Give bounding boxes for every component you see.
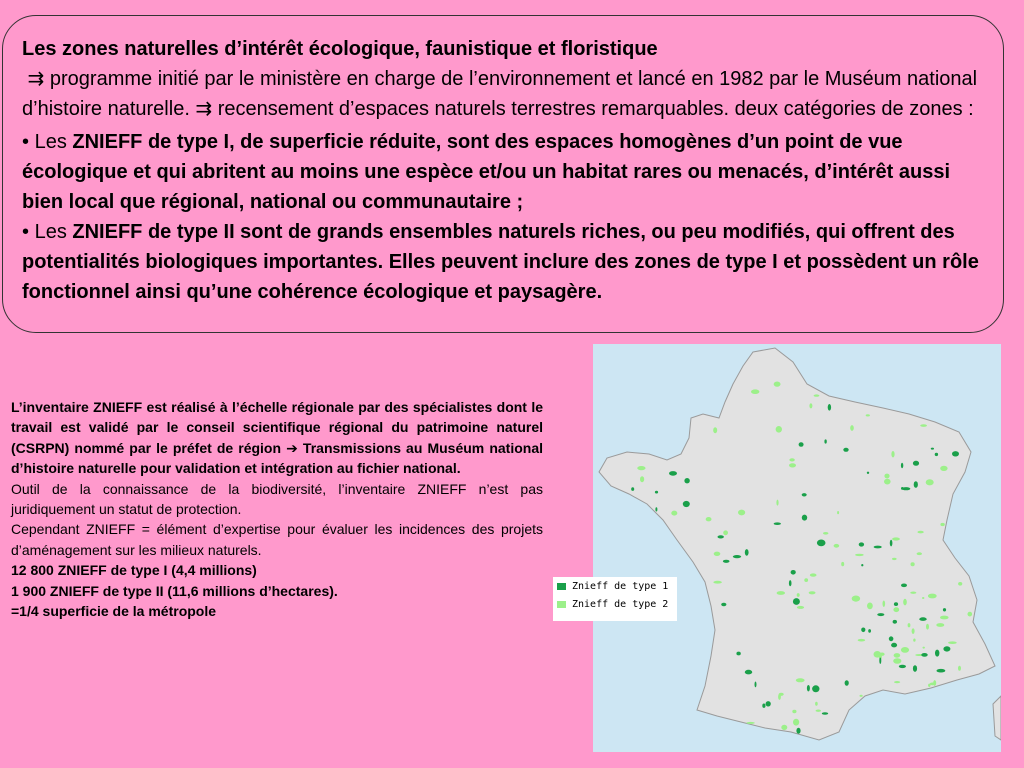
- znieff-type-2-zone: [858, 639, 865, 642]
- znieff-type-2-zone: [837, 511, 839, 514]
- bullet1-text: ZNIEFF de type I, de superficie réduite, sont des espaces homogènes d’un point de vue écologique et qui abritent au moins une espèce et/ou un habitat rares ou menacés, d’intérêt aussi bien local que régional, national ou communautaire ;: [22, 131, 950, 213]
- znieff-type-2-zone: [884, 474, 889, 479]
- znieff-type-1-zone: [736, 652, 740, 656]
- znieff-type-2-zone: [948, 641, 957, 644]
- znieff-type-1-zone: [943, 646, 950, 651]
- znieff-type-2-zone: [922, 597, 924, 599]
- bullet-znieff-type-1: [22, 127, 987, 217]
- znieff-type-1-zone: [655, 507, 657, 511]
- znieff-type-1-zone: [937, 669, 946, 673]
- znieff-type-2-zone: [809, 591, 816, 594]
- znieff-type-2-zone: [940, 523, 944, 526]
- znieff-type-1-zone: [684, 478, 689, 483]
- intro-text-1: programme initié par le ministère en charge de l’environnement et lancé en 1982 par le Muséum national d’histoire naturelle.: [22, 68, 978, 120]
- znieff-type-2-zone: [841, 562, 844, 566]
- znieff-type-2-zone: [746, 722, 755, 724]
- znieff-type-1-zone: [718, 535, 724, 538]
- znieff-type-1-zone: [845, 680, 849, 686]
- znieff-type-1-zone: [859, 542, 864, 546]
- znieff-type-2-zone: [926, 624, 929, 630]
- znieff-type-2-zone: [797, 606, 804, 609]
- inventory-text-a: L’inventaire ZNIEFF est réalisé à l’échelle régionale par des spécialistes dont le travail est validé par le conseil scientifique régional du patrimoine naturel (CSRPN) nommé par le préfet de région: [11, 399, 543, 456]
- znieff-type-2-zone: [797, 593, 800, 597]
- znieff-type-2-zone: [891, 451, 894, 457]
- znieff-type-2-zone: [804, 578, 808, 582]
- znieff-type-2-zone: [815, 702, 818, 706]
- znieff-type-2-zone: [894, 681, 900, 683]
- znieff-type-2-zone: [852, 596, 860, 602]
- znieff-zones-layer: [593, 344, 1001, 752]
- stat-surface: =1/4 superficie de la métropole: [11, 603, 217, 620]
- znieff-type-2-zone: [940, 616, 949, 620]
- znieff-type-1-zone: [745, 670, 752, 675]
- znieff-type-2-zone: [908, 623, 911, 627]
- inventory-text-b: Transmissions au Muséum national d’histoire naturelle pour validation et intégration au fichier national.: [11, 439, 543, 477]
- znieff-type-2-zone: [809, 403, 812, 408]
- znieff-type-1-zone: [901, 463, 903, 468]
- header-text-box: [2, 15, 1004, 333]
- znieff-type-1-zone: [817, 540, 826, 547]
- znieff-type-1-zone: [807, 685, 810, 691]
- znieff-type-1-zone: [874, 546, 882, 549]
- bullet1-prefix: Les: [34, 131, 73, 153]
- znieff-type-1-zone: [766, 701, 771, 706]
- france-znieff-map: [593, 344, 1001, 752]
- znieff-type-2-zone: [751, 389, 759, 394]
- znieff-type-1-zone: [861, 628, 865, 633]
- znieff-type-2-zone: [958, 582, 962, 586]
- bullet-icon: •: [22, 221, 30, 243]
- tool-paragraph: Outil de la connaissance de la biodiversité, l’inventaire ZNIEFF n’est pas juridiquement un statut de protection.: [11, 480, 543, 518]
- znieff-type-1-zone: [901, 487, 904, 490]
- legend-label-type-2: Znieff de type 2: [572, 599, 669, 610]
- znieff-type-2-zone: [855, 554, 864, 556]
- znieff-type-2-zone: [912, 628, 915, 634]
- znieff-type-2-zone: [940, 466, 947, 471]
- znieff-type-2-zone: [880, 653, 885, 656]
- znieff-type-2-zone: [933, 680, 936, 686]
- expertise-paragraph: Cependant ZNIEFF = élément d’expertise pour évaluer les incidences des projets d’aménagement sur les milieux naturels.: [11, 521, 543, 558]
- znieff-type-2-zone: [640, 476, 644, 482]
- znieff-type-1-zone: [914, 481, 918, 488]
- znieff-type-2-zone: [901, 647, 909, 653]
- double-arrow-icon: ⇉: [195, 98, 213, 120]
- znieff-type-2-zone: [777, 591, 785, 595]
- znieff-type-2-zone: [860, 695, 863, 697]
- stat-type-2: 1 900 ZNIEFF de type II (11,6 millions d’hectares).: [11, 582, 338, 599]
- znieff-type-1-zone: [867, 472, 869, 474]
- znieff-type-1-zone: [901, 584, 907, 588]
- znieff-type-2-zone: [918, 531, 924, 534]
- znieff-type-1-zone: [935, 650, 939, 657]
- znieff-type-2-zone: [713, 581, 722, 584]
- znieff-type-2-zone: [814, 394, 820, 396]
- bullet-icon: •: [22, 131, 30, 153]
- znieff-type-2-zone: [968, 612, 973, 617]
- map-legend: [553, 577, 677, 621]
- znieff-type-1-zone: [812, 685, 819, 692]
- znieff-type-1-zone: [789, 580, 792, 586]
- znieff-type-1-zone: [745, 549, 749, 556]
- bullet2-prefix: Les: [34, 221, 73, 243]
- znieff-type-2-zone: [911, 562, 915, 566]
- znieff-type-2-zone: [789, 463, 796, 467]
- znieff-type-1-zone: [796, 728, 800, 734]
- intro-text-2: recensement d’espaces naturels terrestres remarquables. deux catégories de zones :: [212, 98, 974, 120]
- znieff-type-2-zone: [781, 725, 787, 730]
- znieff-type-1-zone: [721, 603, 726, 606]
- znieff-type-2-zone: [776, 500, 778, 506]
- znieff-type-1-zone: [861, 564, 863, 566]
- znieff-type-1-zone: [802, 493, 807, 496]
- znieff-type-2-zone: [903, 599, 907, 606]
- znieff-type-1-zone: [774, 522, 781, 525]
- znieff-type-2-zone: [920, 424, 927, 427]
- znieff-type-2-zone: [867, 603, 873, 610]
- znieff-type-2-zone: [910, 592, 916, 594]
- znieff-type-1-zone: [755, 682, 757, 688]
- znieff-type-1-zone: [919, 617, 926, 621]
- znieff-type-2-zone: [917, 552, 922, 555]
- znieff-type-1-zone: [793, 598, 800, 605]
- inventory-paragraph: [11, 397, 543, 479]
- double-arrow-icon: ⇉: [27, 68, 45, 90]
- znieff-type-1-zone: [952, 451, 959, 456]
- znieff-type-1-zone: [935, 453, 938, 456]
- znieff-type-1-zone: [891, 643, 897, 648]
- znieff-type-2-zone: [793, 719, 799, 726]
- znieff-type-2-zone: [926, 479, 934, 485]
- right-arrow-icon: ➔: [286, 439, 298, 456]
- znieff-type-1-zone: [931, 448, 934, 450]
- znieff-type-2-zone: [637, 466, 645, 470]
- page-title: Les zones naturelles d’intérêt écologique, faunistique et floristique: [22, 38, 658, 60]
- znieff-type-1-zone: [791, 570, 796, 575]
- znieff-type-2-zone: [779, 693, 784, 696]
- legend-swatch-type-1: [557, 583, 566, 590]
- znieff-type-2-zone: [706, 517, 712, 521]
- znieff-type-1-zone: [868, 629, 871, 633]
- znieff-type-1-zone: [894, 602, 898, 606]
- znieff-type-1-zone: [879, 658, 881, 664]
- znieff-type-2-zone: [796, 678, 805, 682]
- znieff-type-1-zone: [802, 515, 807, 521]
- znieff-type-1-zone: [683, 501, 690, 507]
- znieff-type-2-zone: [883, 601, 886, 607]
- znieff-type-2-zone: [884, 479, 891, 485]
- znieff-type-2-zone: [713, 427, 717, 433]
- znieff-type-1-zone: [913, 665, 917, 672]
- znieff-type-1-zone: [921, 653, 927, 657]
- znieff-type-2-zone: [892, 537, 900, 540]
- znieff-type-2-zone: [810, 573, 817, 576]
- znieff-type-2-zone: [923, 647, 925, 649]
- znieff-type-1-zone: [843, 448, 848, 452]
- znieff-type-2-zone: [928, 594, 937, 599]
- znieff-type-1-zone: [913, 461, 919, 466]
- inventory-description: [11, 397, 543, 621]
- legend-label-type-1: Znieff de type 1: [572, 581, 669, 592]
- legend-item-type-1: [557, 581, 668, 592]
- znieff-type-2-zone: [892, 558, 897, 560]
- znieff-type-1-zone: [733, 555, 741, 558]
- znieff-type-2-zone: [850, 425, 854, 431]
- legend-item-type-2: [557, 599, 668, 610]
- znieff-type-2-zone: [958, 666, 961, 671]
- znieff-type-1-zone: [828, 404, 831, 411]
- znieff-type-1-zone: [655, 491, 658, 494]
- znieff-type-1-zone: [762, 704, 765, 708]
- znieff-type-1-zone: [889, 636, 894, 641]
- legend-swatch-type-2: [557, 601, 566, 608]
- znieff-type-1-zone: [723, 560, 730, 563]
- znieff-type-1-zone: [669, 471, 677, 476]
- stat-type-1: 12 800 ZNIEFF de type I (4,4 millions): [11, 562, 257, 579]
- znieff-type-2-zone: [936, 623, 944, 627]
- znieff-type-2-zone: [714, 552, 721, 556]
- znieff-type-2-zone: [816, 710, 821, 712]
- intro-paragraph: [22, 64, 987, 124]
- bullet-znieff-type-2: [22, 217, 987, 307]
- znieff-type-1-zone: [943, 608, 946, 611]
- znieff-type-1-zone: [824, 439, 826, 443]
- znieff-type-1-zone: [899, 665, 906, 668]
- znieff-type-2-zone: [893, 607, 899, 612]
- znieff-type-2-zone: [776, 426, 782, 433]
- znieff-type-2-zone: [738, 510, 745, 516]
- znieff-type-1-zone: [893, 620, 897, 624]
- bullet2-text: ZNIEFF de type II sont de grands ensembles naturels riches, ou peu modifiés, qui offrent des potentialités biologiques importantes. Elles peuvent inclure des zones de type I et possèdent un rôle fonctionnel ainsi qu’une cohérence écologique et paysagère.: [22, 221, 979, 303]
- znieff-type-2-zone: [894, 653, 901, 658]
- znieff-type-1-zone: [631, 487, 634, 491]
- znieff-type-2-zone: [723, 530, 728, 535]
- znieff-type-2-zone: [823, 532, 828, 535]
- znieff-type-2-zone: [792, 710, 796, 713]
- znieff-type-2-zone: [893, 658, 901, 664]
- znieff-type-2-zone: [671, 511, 677, 516]
- znieff-type-1-zone: [877, 613, 884, 616]
- znieff-type-1-zone: [799, 442, 804, 447]
- znieff-type-1-zone: [890, 540, 893, 547]
- znieff-type-2-zone: [834, 544, 840, 548]
- znieff-type-1-zone: [822, 712, 828, 714]
- znieff-type-2-zone: [866, 414, 870, 416]
- znieff-type-2-zone: [774, 382, 781, 387]
- znieff-type-2-zone: [913, 639, 915, 642]
- znieff-type-2-zone: [789, 458, 794, 461]
